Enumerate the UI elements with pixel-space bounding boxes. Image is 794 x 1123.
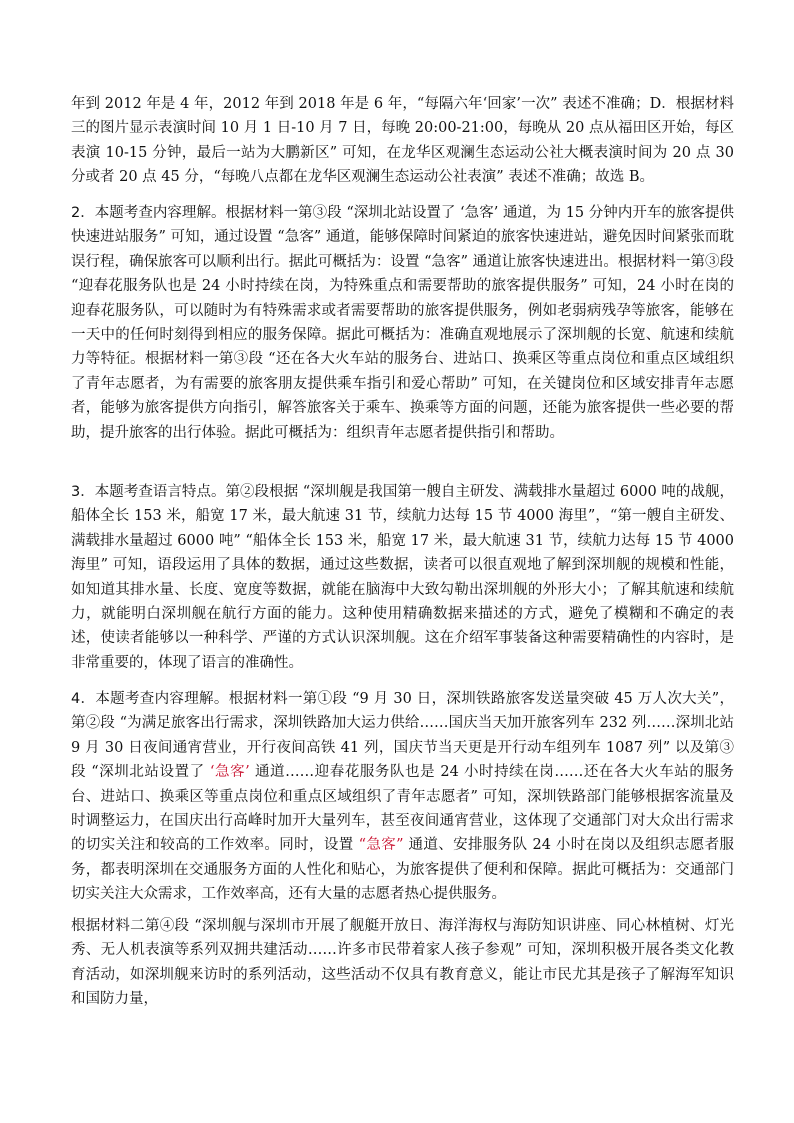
question-number: 2． (71, 205, 95, 221)
question-number: 3． (71, 484, 95, 500)
question-number: 4． (71, 691, 96, 707)
answer-body: 通道……迎春花服务队也是 24 小时持续在岗……还在各大火车站的服务台、进站口、换乘区等重点岗位和重点区域组织了青年志愿者” 可知，深圳铁路部门能够根据客流量及时调整运力，在国庆出行高峰时加开大量列车，甚至夜间通宵营业，这体现了交通部门对大众出行需求的切实关注和较高的工作效率。同时，设置 (71, 764, 735, 854)
answer-body: 本题考查内容理解。根据材料一第③段 “深圳北站设置了 ‘急客’ 通道，为 15 分钟内开车的旅客提供快速进站服务” 可知，通过设置 “急客” 通道，能够保障时间紧迫的旅客快速进站，避免因时间紧张而耽误行程，确保旅客可以顺利出行。据此可概括为：设置 “急客” 通道让旅客快速进出。根据材料一第③段 “迎春花服务队也是 24 小时持续在岗，为特殊重点和需要帮助的旅客提供服务” 可知，24 小时在岗的迎春花服务队，可以随时为有特殊需求或者需要帮助的旅客提供服务，例如老弱病残孕等旅客，能够在一天中的任何时刻得到相应的服务保障。据此可概括为：准确直观地展示了深圳舰的长宽、航速和续航力等特征。根据材料一第③段 “还在各大火车站的服务台、进站口、换乘区等重点岗位和重点区域组织了青年志愿者，为有需要的旅客朋友提供乘车指引和爱心帮助” 可知，在关键岗位和区域安排青年志愿者，能够为旅客提供方向指引，解答旅客关于乘车、换乘等方面的问题，还能为旅客提供一些必要的帮助，提升旅客的出行体验。据此可概括为：组织青年志愿者提供指引和帮助。 (71, 205, 734, 441)
answer-body: 本题考查语言特点。第②段根据 “深圳舰是我国第一艘自主研发、满载排水量超过 6000 吨的战舰，船体全长 153 米，船宽 17 米，最大航速 31 节，续航力达每 15 节 4000 海里”，“第一艘自主研发、满载排水量超过 6000 吨” “船体全长 153 米，船宽 17 米，最大航速 31 节，续航力达每 15 节 4000 海里” 可知，语段运用了具体的数据，通过这些数据，读者可以很直观地了解到深圳舰的规模和性能，如知道其排水量、长度、宽度等数据，就能在脑海中大致勾勒出深圳舰的外形大小；了解其航速和续航力，就能明白深圳舰在航行方面的能力。这种使用精确数据来描述的方式，避免了模糊和不确定的表述，使读者能够以一种科学、严谨的方式认识深圳舰。这在介绍军事装备这种需要精确性的内容时，是非常重要的，体现了语言的准确性。 (71, 484, 734, 671)
highlighted-term: “急客” (358, 837, 404, 854)
answer-question-2 (71, 201, 734, 445)
answer-question-3 (71, 480, 734, 675)
answer-body: 本题考查内容理解。根据材料一第①段 “9 月 30 日，深圳铁路旅客发送量突破 45 万人次大关”，第②段 “为满足旅客出行需求，深圳铁路加大运力供给……国庆当天加开旅客列车 232 列……深圳北站 9 月 30 日夜间通宵营业，开行夜间高铁 41 列，国庆节当天更是开行动车组列车 1087 列” 以及第③段 “深圳北站设置了 (71, 691, 734, 781)
highlighted-term: ‘急客’ (209, 764, 250, 781)
answer-body: 通道、安排服务队 24 小时在岗以及组织志愿者服务，都表明深圳在交通服务方面的人性化和贴心，为旅客提供了便利和保障。据此可概括为：交通部门切实关注大众需求，工作效率高，还有大量的志愿者热心提供服务。 (71, 837, 735, 903)
answer-paragraph-material-2: 根据材料二第④段 “深圳舰与深圳市开展了舰艇开放日、海洋海权与海防知识讲座、同心林植树、灯光秀、无人机表演等系列双拥共建活动……许多市民带着家人孩子参观” 可知，深圳积极开展各类文化教育活动，如深圳舰来访时的系列活动，这些活动不仅具有教育意义，能让市民尤其是孩子了解海军知识和国防力量， (71, 918, 734, 1008)
answer-paragraph-continued: 年到 2012 年是 4 年，2012 年到 2018 年是 6 年，“每隔六年‘回家’一次” 表述不准确；D．根据材料三的图片显示表演时间 10 月 1 日-10 月 7 日，每晚 20:00-21:00，每晚从 20 点从福田区开始，每区表演 10-15 分钟，最后一站为大鹏新区” 可知，在龙华区观澜生态运动公社大概表演时间为 20 点 30 分或者 20 点 45 分，“每晚八点都在龙华区观澜生态运动公社表演” 表述不准确；故选 B。 (71, 96, 734, 186)
answer-question-4 (71, 687, 734, 907)
